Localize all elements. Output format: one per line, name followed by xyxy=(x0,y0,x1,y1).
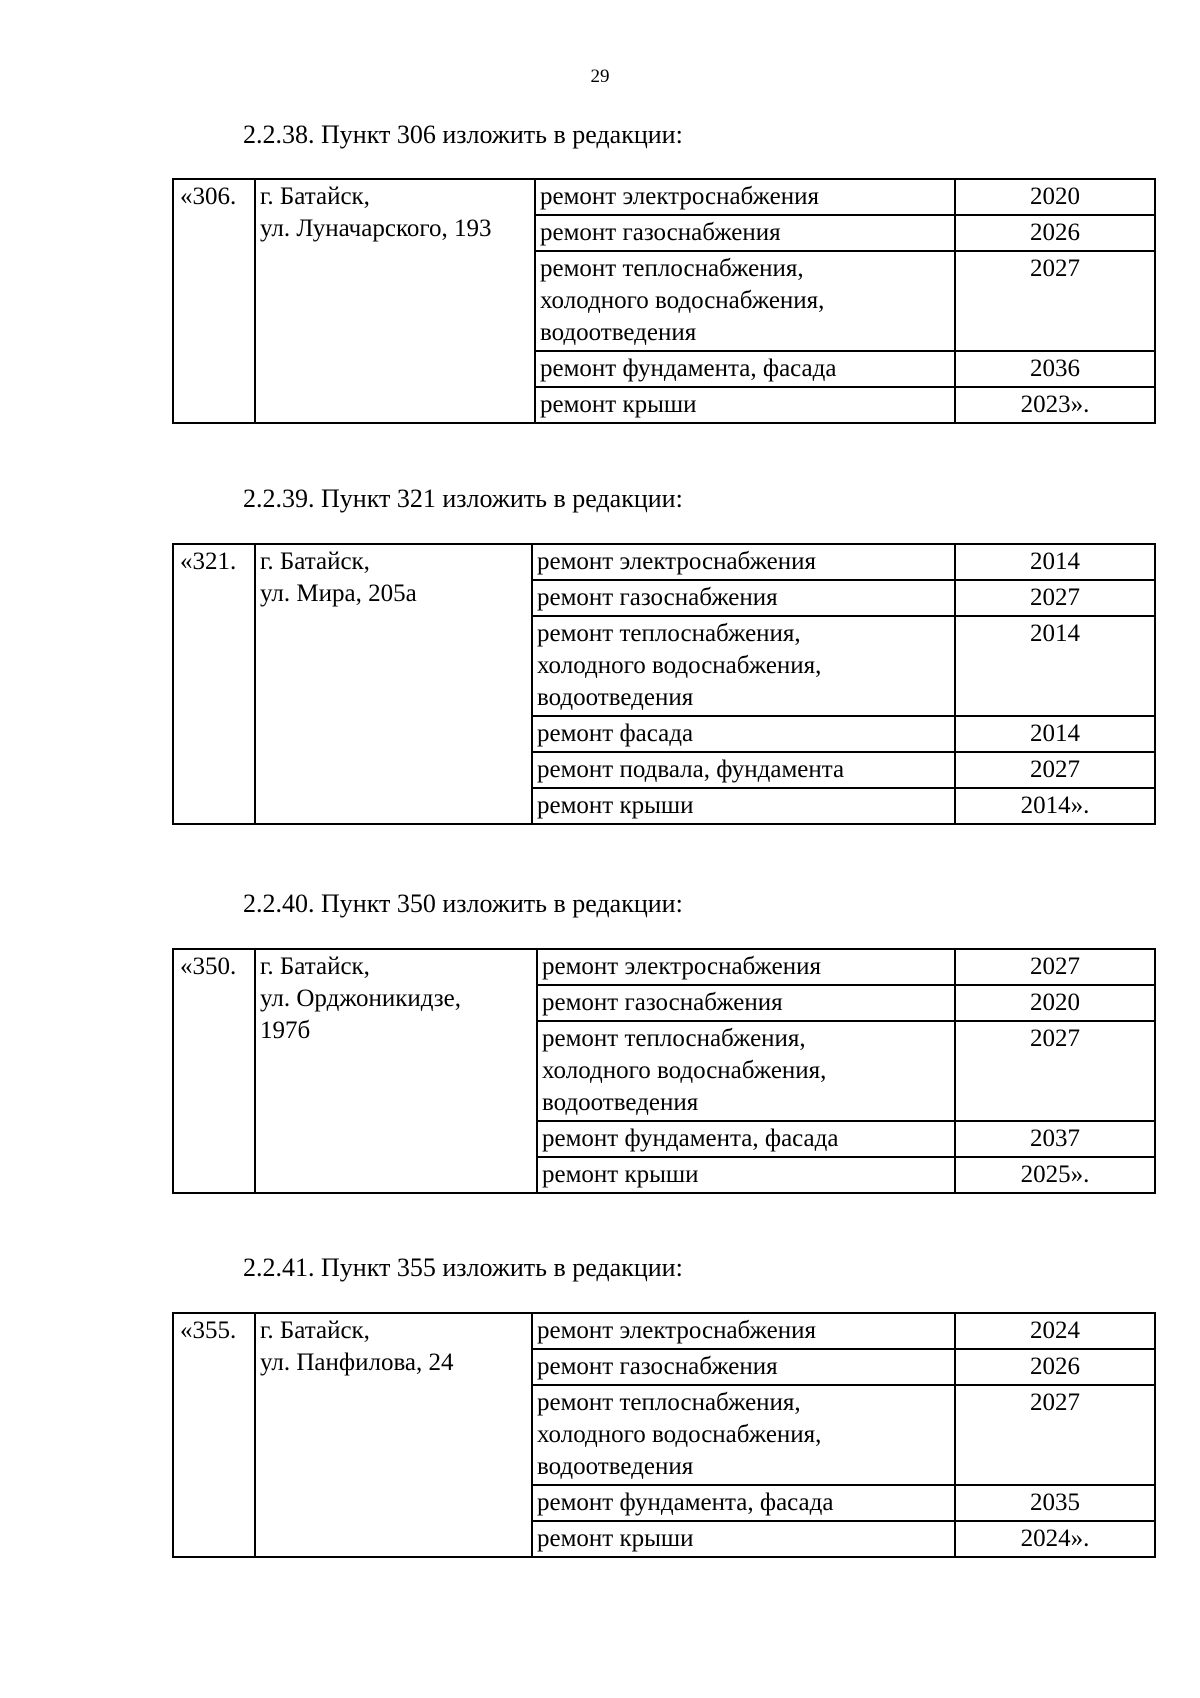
work-year: 2035 xyxy=(955,1485,1155,1521)
work-type: ремонт крыши xyxy=(532,788,955,824)
work-type: ремонт газоснабжения xyxy=(535,215,955,251)
table-row xyxy=(173,1313,1155,1349)
work-type: ремонт крыши xyxy=(535,387,955,423)
work-type: ремонт электроснабжения xyxy=(532,544,955,580)
work-year: 2027 xyxy=(955,1385,1155,1485)
work-line: водоотведения xyxy=(542,1089,699,1116)
item-number: «355. xyxy=(173,1313,255,1557)
work-year: 2027 xyxy=(955,752,1155,788)
work-line: ремонт теплоснабжения, xyxy=(540,255,804,282)
item-address xyxy=(255,949,537,1193)
address-line: г. Батайск, xyxy=(260,953,370,980)
address-line: ул. Луначарского, 193 xyxy=(260,215,492,242)
work-year: 2036 xyxy=(955,351,1155,387)
work-type xyxy=(532,1385,955,1485)
table-item-321 xyxy=(172,543,1156,825)
work-line: ремонт теплоснабжения, xyxy=(537,1389,801,1416)
work-year: 2027 xyxy=(955,251,1155,351)
work-year: 2025». xyxy=(955,1157,1155,1193)
table-item-355 xyxy=(172,1312,1156,1558)
address-line: ул. Панфилова, 24 xyxy=(260,1349,454,1376)
work-line: водоотведения xyxy=(537,1453,694,1480)
work-type: ремонт газоснабжения xyxy=(532,1349,955,1385)
address-line: г. Батайск, xyxy=(260,548,370,575)
section-heading-350: 2.2.40. Пункт 350 изложить в редакции: xyxy=(243,889,683,918)
work-type: ремонт крыши xyxy=(532,1521,955,1557)
work-line: холодного водоснабжения, xyxy=(540,287,825,314)
item-number: «306. xyxy=(173,179,255,423)
work-type: ремонт подвала, фундамента xyxy=(532,752,955,788)
work-year: 2027 xyxy=(955,580,1155,616)
work-type: ремонт крыши xyxy=(537,1157,955,1193)
work-year: 2014 xyxy=(955,716,1155,752)
item-address xyxy=(255,179,535,423)
work-type: ремонт фасада xyxy=(532,716,955,752)
work-year: 2020 xyxy=(955,179,1155,215)
work-year: 2023». xyxy=(955,387,1155,423)
work-line: холодного водоснабжения, xyxy=(542,1057,827,1084)
work-type: ремонт электроснабжения xyxy=(537,949,955,985)
work-type: ремонт фундамента, фасада xyxy=(532,1485,955,1521)
work-year: 2027 xyxy=(955,949,1155,985)
section-heading-355: 2.2.41. Пункт 355 изложить в редакции: xyxy=(243,1253,683,1282)
address-line: г. Батайск, xyxy=(260,1317,370,1344)
table-row xyxy=(173,544,1155,580)
work-type: ремонт фундамента, фасада xyxy=(537,1121,955,1157)
table-item-306 xyxy=(172,178,1156,424)
section-heading-306: 2.2.38. Пункт 306 изложить в редакции: xyxy=(243,120,683,149)
work-type: ремонт газоснабжения xyxy=(537,985,955,1021)
work-line: водоотведения xyxy=(540,319,697,346)
table-row xyxy=(173,949,1155,985)
address-line: ул. Орджоникидзе, xyxy=(260,985,462,1012)
work-year: 2024». xyxy=(955,1521,1155,1557)
work-year: 2020 xyxy=(955,985,1155,1021)
work-type xyxy=(535,251,955,351)
table-item-350 xyxy=(172,948,1156,1194)
section-heading-321: 2.2.39. Пункт 321 изложить в редакции: xyxy=(243,484,683,513)
address-line: 197б xyxy=(260,1017,311,1044)
work-line: ремонт теплоснабжения, xyxy=(537,620,801,647)
work-year: 2027 xyxy=(955,1021,1155,1121)
work-year: 2014 xyxy=(955,544,1155,580)
work-year: 2026 xyxy=(955,215,1155,251)
work-type xyxy=(532,616,955,716)
work-year: 2026 xyxy=(955,1349,1155,1385)
work-year: 2037 xyxy=(955,1121,1155,1157)
work-line: холодного водоснабжения, xyxy=(537,1421,822,1448)
item-number: «321. xyxy=(173,544,255,824)
address-line: г. Батайск, xyxy=(260,183,370,210)
work-type xyxy=(537,1021,955,1121)
item-number: «350. xyxy=(173,949,255,1193)
item-address xyxy=(255,1313,532,1557)
work-year: 2014 xyxy=(955,616,1155,716)
work-line: холодного водоснабжения, xyxy=(537,652,822,679)
work-type: ремонт фундамента, фасада xyxy=(535,351,955,387)
work-year: 2024 xyxy=(955,1313,1155,1349)
item-address xyxy=(255,544,532,824)
work-year: 2014». xyxy=(955,788,1155,824)
address-line: ул. Мира, 205а xyxy=(260,580,417,607)
work-line: ремонт теплоснабжения, xyxy=(542,1025,806,1052)
work-type: ремонт газоснабжения xyxy=(532,580,955,616)
work-type: ремонт электроснабжения xyxy=(532,1313,955,1349)
work-type: ремонт электроснабжения xyxy=(535,179,955,215)
page-number: 29 xyxy=(590,66,610,87)
table-row xyxy=(173,179,1155,215)
work-line: водоотведения xyxy=(537,684,694,711)
